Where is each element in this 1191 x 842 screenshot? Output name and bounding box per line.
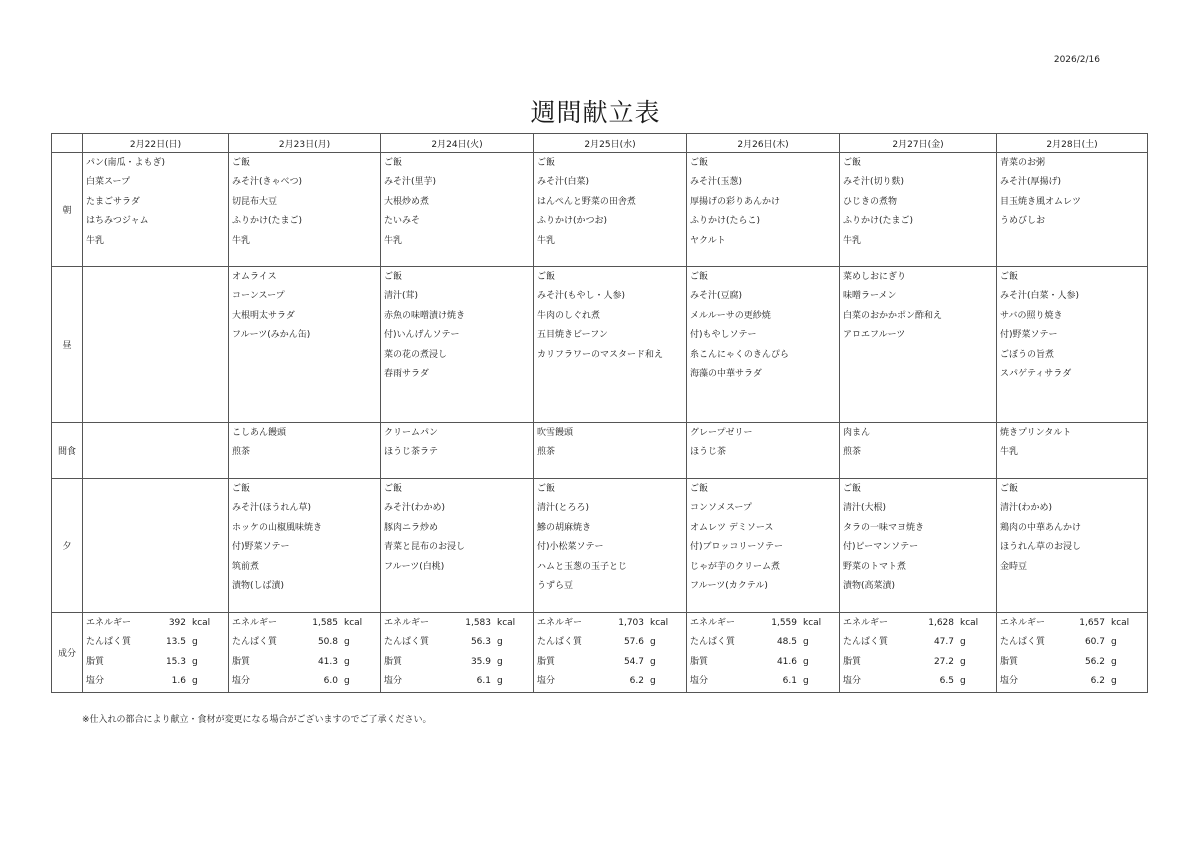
dish-item: ご飯 [537, 272, 556, 282]
dish-item: パン(南瓜・よもぎ) [86, 158, 166, 168]
nutrient-unit: g [1111, 675, 1117, 686]
nutrient-name: 脂質 [537, 656, 556, 667]
nutrient-value: 48.5 [776, 637, 797, 648]
day-header-row [52, 134, 1148, 153]
nutrient-name: 脂質 [232, 656, 251, 667]
day-header: 2月24日(火) [381, 134, 534, 153]
nutrient-value: 6.2 [629, 675, 644, 686]
menu-cell [534, 479, 687, 613]
nutrient-name: たんぱく質 [690, 637, 736, 648]
meal-label: 朝 [52, 153, 83, 267]
nutrient-value: 6.5 [939, 675, 954, 686]
menu-cell [687, 153, 840, 267]
dish-item: ご飯 [232, 484, 251, 494]
nutrient-name: 塩分 [537, 675, 556, 686]
dish-item: みそ汁(白菜・人参) [1000, 291, 1080, 302]
nutrient-value: 15.3 [165, 656, 186, 667]
menu-cell [83, 479, 229, 613]
dish-item: ふりかけ(かつお) [537, 216, 608, 227]
nutrient-line [384, 634, 527, 653]
dish-item: 清汁(茸) [384, 291, 419, 302]
nutrient-value: 56.3 [470, 637, 491, 648]
dish-item: 煎茶 [843, 447, 862, 458]
dish-item: こしあん饅頭 [232, 428, 287, 438]
nutrient-value: 41.6 [776, 656, 797, 667]
nutrient-name: 塩分 [86, 675, 105, 686]
dish-item: 大根明太サラダ [232, 310, 295, 321]
day-header: 2月28日(土) [997, 134, 1148, 153]
dish-item: たまごサラダ [86, 196, 140, 207]
meal-label: 間食 [52, 423, 83, 479]
dish-item: じゃが芋のクリーム煮 [690, 561, 781, 572]
dish-item: 厚揚げの彩りあんかけ [690, 196, 781, 207]
menu-cell [83, 267, 229, 423]
nutrient-unit: kcal [650, 618, 669, 628]
dish-item: スパゲティサラダ [1000, 368, 1072, 379]
dish-item: はんぺんと野菜の田舎煮 [537, 196, 636, 207]
dish-item: ご飯 [690, 272, 709, 282]
day-header: 2月26日(木) [687, 134, 840, 153]
weekly-menu-table [51, 133, 1148, 693]
menu-cell [534, 153, 687, 267]
dish-item: 清汁(大根) [843, 503, 887, 514]
nutrient-name: 塩分 [843, 675, 862, 686]
dish-item: 大根炒め煮 [384, 196, 430, 207]
dish-item: 切昆布大豆 [232, 196, 278, 207]
nutrient-line [843, 615, 990, 634]
change-notice: ※仕入れの都合により献立・食材が変更になる場合がございますのでご了承ください。 [82, 715, 432, 725]
dish-item: ほうれん草のお浸し [1000, 542, 1082, 553]
nutrient-value: 54.7 [623, 656, 644, 667]
dish-item: フルーツ(カクテル) [690, 580, 768, 591]
nutrient-value: 57.6 [623, 637, 644, 648]
dish-item: オムレツ デミソース [690, 522, 774, 533]
dish-item: みそ汁(里芋) [384, 177, 437, 188]
nutrient-line [537, 634, 680, 653]
nutrition-cell [83, 613, 229, 693]
dish-item: みそ汁(ほうれん草) [232, 503, 312, 514]
nutrient-unit: g [650, 675, 656, 686]
menu-cell [997, 479, 1148, 613]
nutrient-unit: kcal [344, 618, 363, 628]
issue-date: 2026/2/16 [1053, 55, 1100, 65]
nutrient-line [86, 673, 222, 692]
nutrient-unit: g [344, 675, 350, 686]
dish-item: 牛乳 [232, 235, 251, 246]
nutrient-value: 13.5 [165, 637, 186, 648]
dish-item: 青菜と昆布のお浸し [384, 542, 466, 553]
nutrient-value: 6.1 [782, 675, 797, 686]
dish-item: ご飯 [690, 158, 709, 168]
nutrient-line [1000, 634, 1141, 653]
nutrient-name: 脂質 [86, 656, 105, 667]
menu-cell [840, 423, 997, 479]
nutrient-name: たんぱく質 [232, 637, 278, 648]
meal-row-lunch [52, 267, 1148, 423]
dish-item: 白菜のおかかポン酢和え [843, 310, 943, 321]
menu-cell [997, 153, 1148, 267]
dish-item: ハムと玉葱の玉子とじ [537, 561, 628, 572]
dish-item: はちみつジャム [86, 216, 149, 227]
menu-cell [229, 423, 381, 479]
nutrition-cell [840, 613, 997, 693]
nutrient-line [86, 615, 222, 634]
nutrient-line [232, 673, 374, 692]
nutrient-line [537, 673, 680, 692]
dish-item: 糸こんにゃくのきんぴら [690, 349, 789, 360]
dish-item: 牛乳 [843, 235, 862, 246]
dish-item: ふりかけ(たまご) [843, 216, 914, 227]
dish-item: ひじきの煮物 [843, 196, 898, 207]
dish-item: 付)ピーマンソテー [843, 542, 919, 553]
nutrient-value: 35.9 [470, 656, 491, 667]
dish-item: ご飯 [384, 484, 403, 494]
dish-item: 牛肉のしぐれ煮 [537, 310, 601, 321]
dish-item: 付)小松菜ソテー [537, 542, 604, 553]
dish-item: みそ汁(玉葱) [690, 177, 743, 188]
nutrient-unit: g [1111, 637, 1117, 648]
nutrient-value: 41.3 [317, 656, 338, 667]
nutrient-unit: kcal [1111, 618, 1130, 628]
dish-item: ご飯 [384, 272, 403, 282]
menu-cell [534, 423, 687, 479]
dish-item: 吹雪饅頭 [537, 428, 574, 438]
dish-item: たいみそ [384, 216, 421, 227]
dish-item: 豚肉ニラ炒め [384, 522, 439, 533]
nutrient-value: 6.1 [476, 675, 491, 686]
dish-item: クリームパン [384, 428, 439, 438]
dish-item: 付)いんげんソテー [384, 330, 460, 341]
page-title: 週間献立表 [530, 97, 661, 127]
dish-item: ご飯 [843, 484, 862, 494]
nutrient-value: 56.2 [1084, 656, 1105, 667]
nutrient-line [690, 615, 833, 634]
nutrient-value: 47.7 [933, 637, 954, 648]
dish-item: 焼きプリンタルト [1000, 428, 1072, 438]
dish-item: みそ汁(もやし・人参) [537, 291, 626, 302]
menu-cell [997, 267, 1148, 423]
dish-item: 金時豆 [1000, 561, 1028, 572]
dish-item: 青菜のお粥 [1000, 158, 1046, 168]
nutrient-unit: g [650, 656, 656, 667]
nutrient-name: たんぱく質 [843, 637, 889, 648]
dish-item: 付)ブロッコリーソテー [690, 542, 783, 553]
menu-cell [381, 267, 534, 423]
nutrient-name: 塩分 [384, 675, 403, 686]
nutrient-line [690, 673, 833, 692]
nutrient-unit: g [803, 675, 809, 686]
nutrient-line [384, 673, 527, 692]
nutrient-name: 脂質 [384, 656, 403, 667]
nutrient-value: 60.7 [1084, 637, 1105, 648]
nutrition-cell [997, 613, 1148, 693]
nutrient-line [86, 654, 222, 673]
dish-item: ご飯 [537, 158, 556, 168]
dish-item: みそ汁(厚揚げ) [1000, 177, 1062, 188]
dish-item: カリフラワーのマスタード和え [537, 349, 664, 360]
nutrient-unit: g [1111, 656, 1117, 667]
menu-cell [229, 267, 381, 423]
nutrient-line [232, 654, 374, 673]
meal-label: 夕 [52, 479, 83, 613]
dish-item: 牛乳 [1000, 447, 1019, 458]
dish-item: 付)野菜ソテー [1000, 330, 1058, 341]
day-header: 2月25日(水) [534, 134, 687, 153]
nutrient-unit: g [960, 656, 966, 667]
nutrient-value: 1,657 [1079, 618, 1105, 628]
nutrient-line [384, 615, 527, 634]
nutrient-name: たんぱく質 [1000, 637, 1046, 648]
dish-item: みそ汁(わかめ) [384, 503, 446, 514]
dish-item: ふりかけ(たまご) [232, 216, 303, 227]
dish-item: ご飯 [843, 158, 862, 168]
dish-item: ほうじ茶ラテ [384, 447, 439, 458]
nutrient-unit: g [192, 637, 198, 648]
nutrient-name: エネルギー [384, 618, 430, 628]
menu-cell [840, 267, 997, 423]
nutrient-name: たんぱく質 [86, 637, 132, 648]
dish-item: 肉まん [843, 428, 871, 438]
dish-item: ご飯 [537, 484, 556, 494]
meal-row-snack [52, 423, 1148, 479]
nutrient-name: エネルギー [232, 618, 278, 628]
nutrient-line [843, 634, 990, 653]
nutrition-row [52, 613, 1148, 693]
nutrient-unit: g [960, 675, 966, 686]
dish-item: オムライス [232, 272, 277, 282]
nutrient-line [537, 654, 680, 673]
nutrient-name: 塩分 [690, 675, 709, 686]
nutrient-value: 6.2 [1090, 675, 1105, 686]
nutrition-cell [534, 613, 687, 693]
nutrient-value: 1,628 [928, 618, 954, 628]
nutrient-value: 1.6 [171, 675, 186, 686]
menu-cell [83, 423, 229, 479]
nutrient-value: 50.8 [317, 637, 338, 648]
nutrition-cell [381, 613, 534, 693]
dish-item: 牛乳 [86, 235, 105, 246]
nutrient-name: たんぱく質 [537, 637, 583, 648]
dish-item: ご飯 [1000, 484, 1019, 494]
dish-item: グレープゼリー [690, 428, 753, 438]
dish-item: 漬物(しば漬) [232, 580, 285, 591]
dish-item: 赤魚の味噌漬け焼き [384, 310, 466, 321]
nutrient-line [690, 634, 833, 653]
nutrient-name: エネルギー [537, 618, 583, 628]
dish-item: 目玉焼き風オムレツ [1000, 196, 1082, 207]
nutrient-line [537, 615, 680, 634]
dish-item: 牛乳 [384, 235, 403, 246]
dish-item: 菜の花の煮浸し [384, 349, 448, 360]
dish-item: 筑前煮 [232, 561, 260, 572]
nutrient-unit: g [344, 656, 350, 667]
nutrition-label: 成分 [52, 613, 83, 693]
nutrient-unit: g [497, 637, 503, 648]
dish-item: タラの一味マヨ焼き [843, 522, 925, 533]
dish-item: ご飯 [690, 484, 709, 494]
dish-item: コンソメスープ [690, 503, 752, 514]
menu-cell [381, 479, 534, 613]
dish-item: サバの照り焼き [1000, 310, 1063, 321]
dish-item: みそ汁(切り麩) [843, 177, 905, 188]
dish-item: 付)野菜ソテー [232, 542, 290, 553]
nutrient-name: 脂質 [1000, 656, 1019, 667]
nutrient-line [86, 634, 222, 653]
dish-item: うめびしお [1000, 216, 1046, 227]
menu-cell [229, 153, 381, 267]
dish-item: 野菜のトマト煮 [843, 561, 907, 572]
nutrient-value: 1,583 [465, 618, 491, 628]
day-header: 2月23日(月) [229, 134, 381, 153]
dish-item: ヤクルト [690, 235, 726, 246]
nutrient-unit: g [650, 637, 656, 648]
meal-label: 昼 [52, 267, 83, 423]
dish-item: うずら豆 [537, 580, 574, 591]
dish-item: 牛乳 [537, 235, 556, 246]
menu-cell [687, 479, 840, 613]
dish-item: ホッケの山椒風味焼き [232, 522, 323, 533]
nutrient-unit: kcal [960, 618, 979, 628]
nutrient-name: エネルギー [86, 618, 132, 628]
dish-item: ご飯 [1000, 272, 1019, 282]
dish-item: 清汁(とろろ) [537, 503, 590, 514]
menu-cell [83, 153, 229, 267]
nutrient-value: 27.2 [933, 656, 954, 667]
nutrient-name: 塩分 [232, 675, 251, 686]
day-header: 2月27日(金) [840, 134, 997, 153]
nutrient-name: エネルギー [1000, 618, 1046, 628]
nutrient-name: 脂質 [690, 656, 709, 667]
nutrient-unit: g [192, 675, 198, 686]
nutrient-line [1000, 615, 1141, 634]
nutrient-unit: g [960, 637, 966, 648]
dish-item: アロエフルーツ [843, 330, 906, 341]
dish-item: ごぼうの旨煮 [1000, 349, 1055, 360]
nutrient-name: エネルギー [843, 618, 889, 628]
dish-item: 煎茶 [537, 447, 556, 458]
corner-cell [52, 134, 83, 153]
nutrient-value: 1,559 [771, 618, 797, 628]
dish-item: みそ汁(豆腐) [690, 291, 743, 302]
dish-item: フルーツ(白桃) [384, 561, 445, 572]
nutrition-cell [687, 613, 840, 693]
dish-item: 清汁(わかめ) [1000, 503, 1053, 514]
nutrient-value: 392 [168, 618, 186, 628]
dish-item: ほうじ茶 [690, 447, 727, 458]
nutrient-name: 脂質 [843, 656, 862, 667]
nutrient-line [232, 615, 374, 634]
nutrient-line [1000, 673, 1141, 692]
nutrient-line [384, 654, 527, 673]
dish-item: 菜めしおにぎり [843, 272, 907, 282]
nutrient-name: エネルギー [690, 618, 736, 628]
menu-cell [687, 423, 840, 479]
menu-cell [840, 153, 997, 267]
nutrient-unit: g [497, 675, 503, 686]
nutrition-cell [229, 613, 381, 693]
dish-item: 白菜スープ [86, 177, 131, 188]
dish-item: 鶏肉の中華あんかけ [1000, 522, 1082, 533]
nutrient-unit: kcal [497, 618, 516, 628]
dish-item: ご飯 [384, 158, 403, 168]
dish-item: 五目焼きビーフン [537, 330, 608, 341]
day-header: 2月22日(日) [83, 134, 229, 153]
nutrient-unit: g [803, 656, 809, 667]
dish-item: 味噌ラーメン [843, 291, 897, 302]
dish-item: ご飯 [232, 158, 251, 168]
nutrient-name: 塩分 [1000, 675, 1019, 686]
meal-row-breakfast [52, 153, 1148, 267]
menu-cell [381, 153, 534, 267]
nutrient-unit: kcal [803, 618, 822, 628]
dish-item: 鰺の胡麻焼き [537, 522, 592, 533]
nutrient-line [1000, 654, 1141, 673]
dish-item: 漬物(高菜漬) [843, 580, 896, 591]
dish-item: フルーツ(みかん缶) [232, 330, 311, 341]
nutrient-unit: g [497, 656, 503, 667]
nutrient-line [232, 634, 374, 653]
nutrient-unit: g [192, 656, 198, 667]
dish-item: みそ汁(白菜) [537, 177, 590, 188]
dish-item: ふりかけ(たらこ) [690, 216, 761, 227]
nutrient-line [843, 654, 990, 673]
nutrient-value: 6.0 [323, 675, 338, 686]
menu-cell [687, 267, 840, 423]
menu-cell [229, 479, 381, 613]
nutrient-name: たんぱく質 [384, 637, 430, 648]
dish-item: 春雨サラダ [384, 368, 429, 379]
dish-item: コーンスープ [232, 291, 285, 302]
menu-cell [997, 423, 1148, 479]
menu-cell [840, 479, 997, 613]
nutrient-unit: kcal [192, 618, 211, 628]
dish-item: 海藻の中華サラダ [690, 368, 762, 379]
nutrient-unit: g [803, 637, 809, 648]
dish-item: みそ汁(きゃべつ) [232, 177, 303, 188]
nutrient-value: 1,585 [312, 618, 338, 628]
dish-item: 付)もやしソテー [690, 330, 757, 341]
dish-item: 煎茶 [232, 447, 251, 458]
dish-item: メルルーサの更紗焼 [690, 310, 771, 321]
nutrient-value: 1,703 [618, 618, 644, 628]
menu-cell [534, 267, 687, 423]
nutrient-line [843, 673, 990, 692]
menu-cell [381, 423, 534, 479]
nutrient-unit: g [344, 637, 350, 648]
nutrient-line [690, 654, 833, 673]
meal-row-dinner [52, 479, 1148, 613]
